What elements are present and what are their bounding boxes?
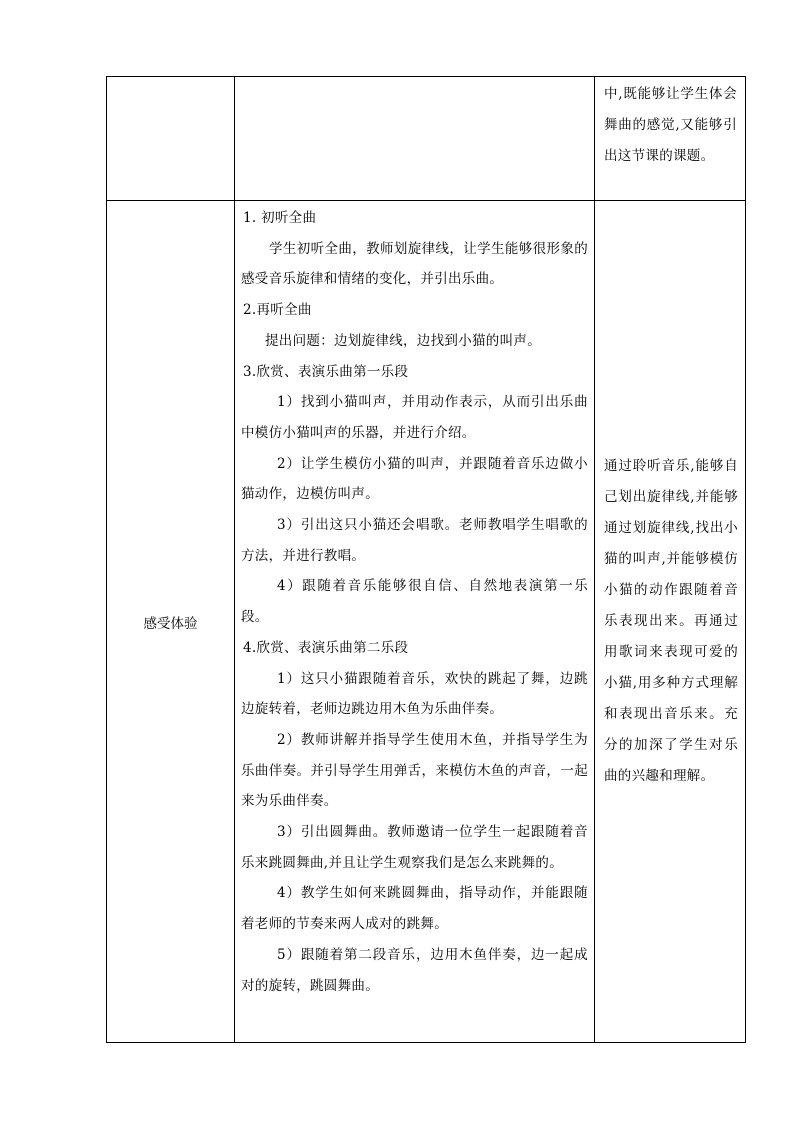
table-row xyxy=(107,201,746,1043)
paragraph: 4.欣赏、表演乐曲第二乐段 xyxy=(243,639,409,656)
paragraph: 提出问题：边划旋律线，边找到小猫的叫声。 xyxy=(265,332,541,349)
paragraph: 1. 初听全曲 xyxy=(243,210,317,226)
paragraph: 3）引出这只小猫还会唱歌。老师教唱学生唱歌的方法，并进行教唱。 xyxy=(241,517,588,564)
paragraph: 1）这只小猫跟随着音乐，欢快的跳起了舞，边跳边旋转着，老师边跳边用木鱼为乐曲伴奏。 xyxy=(241,670,588,718)
paragraph: 3.欣赏、表演乐曲第一乐段 xyxy=(243,363,409,380)
paragraph: 2.再听全曲 xyxy=(243,302,312,319)
content-cell-empty xyxy=(235,77,595,201)
paragraph: 学生初听全曲，教师划旋律线，让学生能够很形象的感受音乐旋律和情绪的变化，并引出乐曲。 xyxy=(241,240,588,288)
table-row xyxy=(107,77,746,201)
design-intent-cell xyxy=(595,77,746,201)
design-intent-cell xyxy=(595,201,746,1043)
design-intent-text: 中,既能够让学生体会舞曲的感觉,又能够引出这节课的课题。 xyxy=(604,86,737,164)
section-cell-empty xyxy=(107,77,235,201)
teaching-process xyxy=(241,203,588,1001)
paragraph: 5）跟随着第二段音乐，边用木鱼伴奏，边一起成对的旋转，跳圆舞曲。 xyxy=(241,946,588,994)
section-title: 感受体验 xyxy=(143,615,198,632)
paragraph: 3）引出圆舞曲。教师邀请一位学生一起跟随着音乐来跳圆舞曲,并且让学生观察我们是怎么来跳舞的。 xyxy=(241,824,588,871)
section-cell xyxy=(107,201,235,1043)
lesson-plan-table xyxy=(106,76,746,1043)
paragraph: 2）让学生模仿小猫的叫声，并跟随着音乐边做小猫动作，边模仿叫声。 xyxy=(241,455,588,503)
paragraph: 1）找到小猫叫声，并用动作表示，从而引出乐曲中模仿小猫叫声的乐器，并进行介绍。 xyxy=(241,394,588,441)
design-intent-text: 通过聆听音乐,能够自己划出旋律线,并能够通过划旋律线,找出小猫的叫声,并能够模仿小猫的动作跟随着音乐表现出来。再通过用歌词来表现可爱的小猫,用多种方式理解和表现出音乐来。充分的加深了学生对乐曲的兴趣和理解。 xyxy=(604,458,738,784)
content-cell xyxy=(235,201,595,1043)
paragraph: 4）跟随着音乐能够很自信、自然地表演第一乐段。 xyxy=(241,578,588,626)
paragraph: 2）教师讲解并指导学生使用木鱼，并指导学生为乐曲伴奏。并引导学生用弹舌，来模仿木鱼的声音，一起来为乐曲伴奏。 xyxy=(241,731,588,810)
paragraph: 4）教学生如何来跳圆舞曲，指导动作，并能跟随着老师的节奏来两人成对的跳舞。 xyxy=(241,885,588,933)
